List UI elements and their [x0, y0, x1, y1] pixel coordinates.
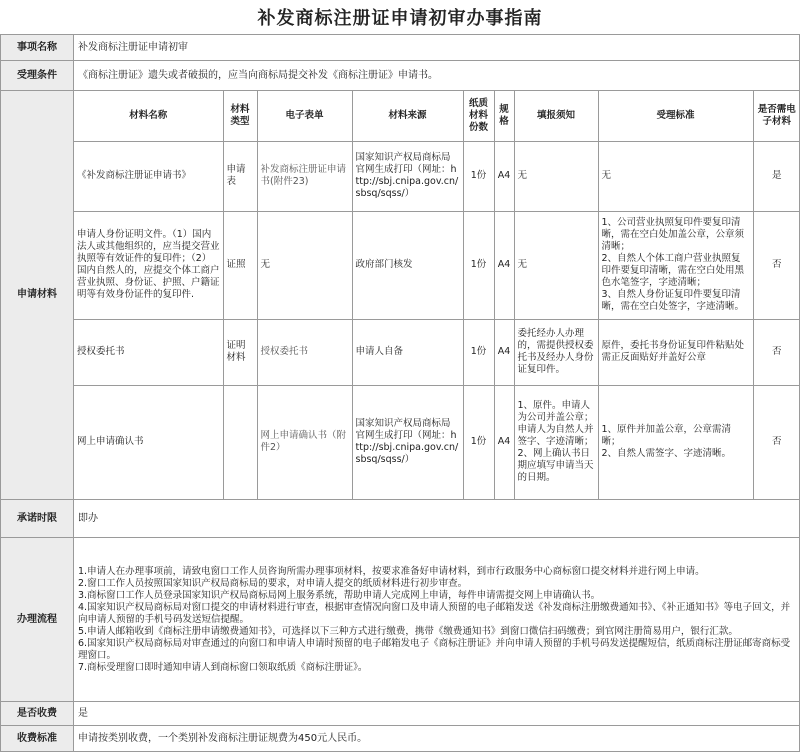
header-source: 材料来源 — [352, 91, 463, 141]
process-step: 4.国家知识产权局商标局对窗口提交的申请材料进行审查，根据审查情况向窗口及申请人预留的电子邮箱发送《补发商标注册缴费通知书》、《补正通知书》等电子回文，并向申请人预留的手机号码发送短信提醒。 — [78, 601, 791, 625]
material-type — [223, 385, 257, 499]
material-row — [74, 211, 800, 319]
header-spec: 规格 — [494, 91, 514, 141]
fee-required-value: 是 — [74, 702, 800, 726]
material-type: 证照 — [223, 211, 257, 319]
materials-header-row — [74, 91, 800, 141]
process-step: 2.窗口工作人员按照国家知识产权局商标局的要求，对申请人提交的纸质材料进行初步审查。 — [78, 577, 468, 589]
row-fee-standard — [1, 726, 800, 752]
header-standard: 受理标准 — [598, 91, 753, 141]
material-copies: 1份 — [463, 319, 494, 385]
material-form: 补发商标注册证申请书(附件23) — [257, 141, 352, 211]
page-title: 补发商标注册证申请初审办事指南 — [257, 8, 543, 29]
fee-required-label: 是否收费 — [1, 702, 74, 726]
material-notes: 1、原件。申请人为公司并盖公章；申请人为自然人并签字、字迹清晰； 2、网上确认书日期应填写申请当天的日期。 — [514, 385, 598, 499]
conditions-label: 受理条件 — [1, 61, 74, 91]
material-form: 授权委托书 — [257, 319, 352, 385]
material-required: 否 — [753, 385, 800, 499]
material-form: 无 — [257, 211, 352, 319]
material-notes: 委托经办人办理的，需提供授权委托书及经办人身份证复印件。 — [514, 319, 598, 385]
materials-table — [74, 91, 800, 499]
header-copies: 纸质材料份数 — [463, 91, 494, 141]
material-spec: A4 — [494, 385, 514, 499]
fee-standard-value: 申请按类别收费，一个类别补发商标注册证规费为450元人民币。 — [74, 726, 800, 752]
row-conditions — [1, 61, 800, 91]
material-name: 《补发商标注册证申请书》 — [74, 141, 223, 211]
row-process — [1, 538, 800, 702]
header-form: 电子表单 — [257, 91, 352, 141]
row-materials — [1, 91, 800, 500]
materials-label: 申请材料 — [1, 91, 74, 500]
guide-table — [0, 34, 800, 752]
material-standard: 无 — [598, 141, 753, 211]
material-copies: 1份 — [463, 211, 494, 319]
material-name: 网上申请确认书 — [74, 385, 223, 499]
material-source: 国家知识产权局商标局官网生成打印（网址：http://sbj.cnipa.gov.cn/sbsq/sqss/） — [352, 385, 463, 499]
material-required: 否 — [753, 319, 800, 385]
row-fee-required — [1, 702, 800, 726]
item-name-label: 事项名称 — [1, 35, 74, 61]
process-step: 5.申请人邮箱收到《商标注册申请缴费通知书》，可选择以下三种方式进行缴费，携带《缴费通知书》到窗口微信扫码缴费；到官网注册简易用户，银行汇款。 — [78, 625, 738, 637]
header-required: 是否需电子材料 — [753, 91, 800, 141]
process-steps — [74, 538, 800, 702]
material-standard: 原件，委托书身份证复印件粘贴处需正反面贴好并盖好公章 — [598, 319, 753, 385]
process-step: 6.国家知识产权局商标局对审查通过的向窗口和申请人申请时预留的电子邮箱发电子《商标注册证》并向申请人预留的手机号码发送提醒短信，纸质商标注册证邮寄商标受理窗口。 — [78, 637, 791, 661]
header-notes: 填报须知 — [514, 91, 598, 141]
process-step: 7.商标受理窗口即时通知申请人到商标窗口领取纸质《商标注册证》。 — [78, 661, 368, 673]
material-copies: 1份 — [463, 385, 494, 499]
row-time-limit — [1, 500, 800, 538]
process-step: 3.商标窗口工作人员登录国家知识产权局商标局网上服务系统，帮助申请人完成网上申请，每件申请需提交网上申请确认书。 — [78, 589, 601, 601]
material-spec: A4 — [494, 211, 514, 319]
material-notes: 无 — [514, 211, 598, 319]
material-standard: 1、公司营业执照复印件要复印清晰，需在空白处加盖公章，公章须清晰； 2、自然人个体工商户营业执照复印件要复印清晰，需在空白处用黑色水笔签字，字迹清晰； 3、自然人身份证复印件要复印清晰，需在空白处签字，字迹清晰。 — [598, 211, 753, 319]
material-source: 国家知识产权局商标局官网生成打印（网址：http://sbj.cnipa.gov.cn/sbsq/sqss/） — [352, 141, 463, 211]
material-standard: 1、原件并加盖公章，公章需清晰； 2、自然人需签字、字迹清晰。 — [598, 385, 753, 499]
header-name: 材料名称 — [74, 91, 223, 141]
process-label: 办理流程 — [1, 538, 74, 702]
row-item-name — [1, 35, 800, 61]
material-notes: 无 — [514, 141, 598, 211]
material-spec: A4 — [494, 141, 514, 211]
material-name: 授权委托书 — [74, 319, 223, 385]
time-limit-label: 承诺时限 — [1, 500, 74, 538]
material-type: 申请表 — [223, 141, 257, 211]
material-spec: A4 — [494, 319, 514, 385]
fee-standard-label: 收费标准 — [1, 726, 74, 752]
material-type: 证明材料 — [223, 319, 257, 385]
material-source: 政府部门核发 — [352, 211, 463, 319]
material-required: 是 — [753, 141, 800, 211]
material-required: 否 — [753, 211, 800, 319]
material-source: 申请人自备 — [352, 319, 463, 385]
header-type: 材料类型 — [223, 91, 257, 141]
material-copies: 1份 — [463, 141, 494, 211]
material-row — [74, 385, 800, 499]
material-row — [74, 141, 800, 211]
materials-cell — [74, 91, 800, 500]
material-form: 网上申请确认书（附件2） — [257, 385, 352, 499]
conditions-value: 《商标注册证》遗失或者破损的，应当向商标局提交补发《商标注册证》申请书。 — [74, 61, 800, 91]
item-name-value: 补发商标注册证申请初审 — [74, 35, 800, 61]
process-step: 1.申请人在办理事项前，请致电窗口工作人员咨询所需办理事项材料，按要求准备好申请材料，到市行政服务中心商标窗口提交材料并进行网上申请。 — [78, 565, 705, 577]
material-row — [74, 319, 800, 385]
material-name: 申请人身份证明文件。（1）国内法人或其他组织的，应当提交营业执照等有效证件的复印件；（2）国内自然人的，应提交个体工商户营业执照、身份证、护照、户籍证明等有效身份证件的复印件. — [74, 211, 223, 319]
time-limit-value: 即办 — [74, 500, 800, 538]
